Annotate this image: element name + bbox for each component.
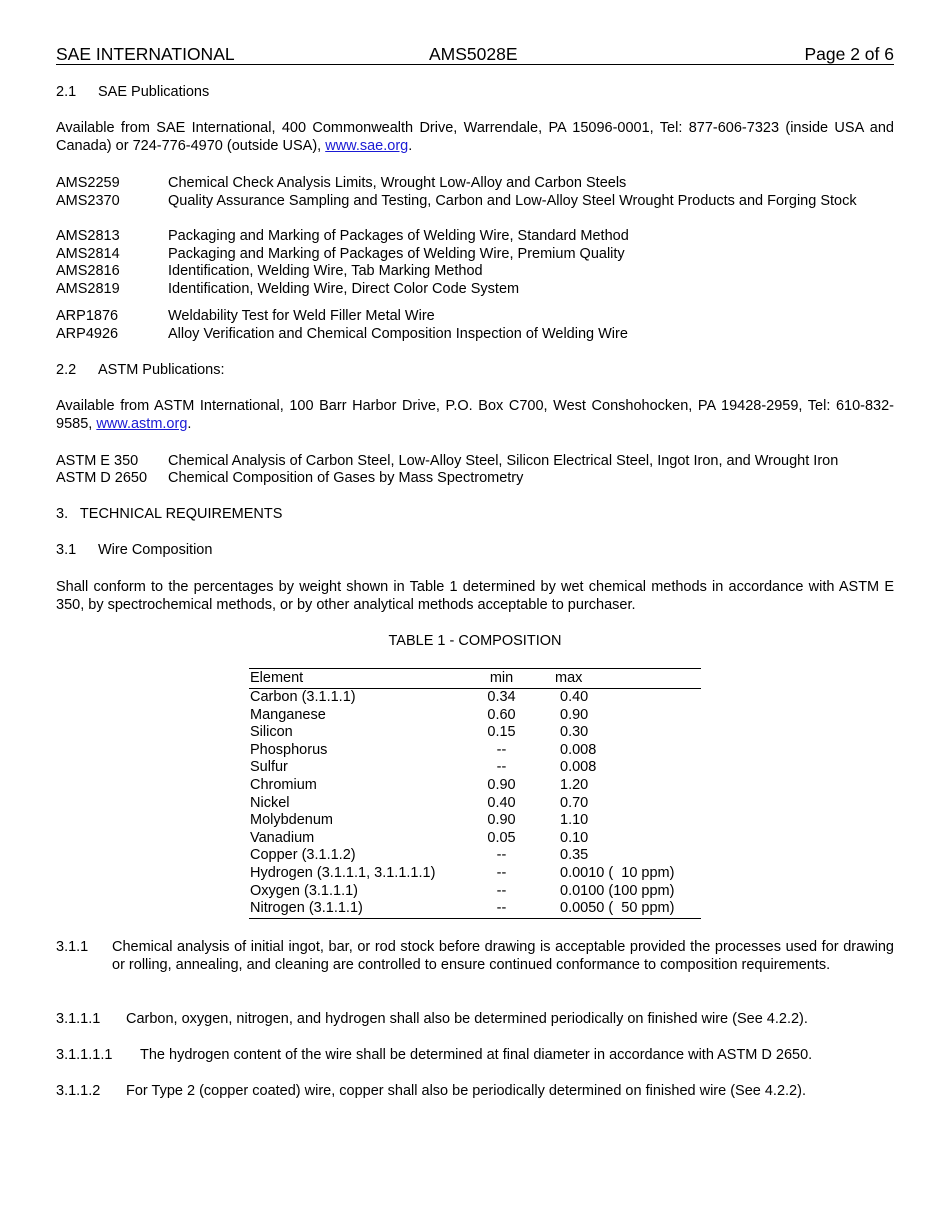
cell-element: Copper (3.1.1.2) bbox=[250, 847, 356, 864]
cell-max: 0.008 bbox=[560, 759, 597, 776]
astm-availability bbox=[56, 398, 894, 433]
reference-code: ARP1876 bbox=[56, 308, 119, 324]
table-row bbox=[249, 812, 701, 830]
cell-min: 0.34 bbox=[487, 689, 516, 705]
cell-min: 0.60 bbox=[487, 706, 516, 723]
paragraph-3-1-1 bbox=[56, 939, 894, 974]
cell-max: 0.10 bbox=[560, 829, 589, 846]
table-header-row bbox=[249, 668, 701, 689]
period: . bbox=[408, 137, 413, 154]
cell-max: 0.0010 ( 10 ppm) bbox=[560, 864, 675, 881]
cell-max: 0.35 bbox=[560, 847, 589, 864]
period: . bbox=[187, 415, 192, 432]
cell-min: -- bbox=[496, 741, 507, 758]
sae-availability bbox=[56, 120, 894, 155]
cell-element: Chromium bbox=[250, 776, 317, 793]
paragraph-3-1-1-2 bbox=[56, 1083, 894, 1101]
table-title: TABLE 1 - COMPOSITION bbox=[388, 633, 562, 649]
paragraph-text: Carbon, oxygen, nitrogen, and hydrogen shall also be determined periodically on finished wire (See 4.2.2). bbox=[126, 1011, 808, 1027]
reference-item bbox=[56, 326, 894, 344]
reference-code: ASTM E 350 bbox=[56, 452, 139, 469]
page-header bbox=[56, 44, 894, 65]
cell-max: 0.0100 (100 ppm) bbox=[560, 882, 675, 899]
availability-text: Available from ASTM International, 100 Barr Harbor Drive, P.O. Box C700, West Conshohocken, PA 19428-2959, Tel: 610-832-9585, bbox=[56, 398, 894, 432]
cell-max: 1.20 bbox=[560, 776, 589, 793]
cell-max: 0.40 bbox=[560, 689, 589, 705]
header-element: Element bbox=[250, 670, 304, 686]
reference-item bbox=[56, 470, 894, 488]
cell-max: 0.90 bbox=[560, 706, 589, 723]
cell-element: Sulfur bbox=[250, 759, 288, 776]
cell-max: 1.10 bbox=[560, 812, 589, 829]
reference-title: Identification, Welding Wire, Direct Color Code System bbox=[168, 281, 520, 297]
paragraph-number: 3.1.1.1 bbox=[56, 1011, 101, 1027]
reference-code: AMS2259 bbox=[56, 175, 120, 191]
section-number: 2.2 bbox=[56, 362, 77, 378]
reference-item bbox=[56, 193, 894, 211]
table-row bbox=[249, 847, 701, 865]
section-2-2-heading bbox=[56, 362, 894, 380]
availability-text: Available from SAE International, 400 Commonwealth Drive, Warrendale, PA 15096-0001, Tel: 877-606-7323 (inside USA and Canada) or 724-776-4970 (outside USA), bbox=[56, 120, 894, 154]
cell-element: Hydrogen (3.1.1.1, 3.1.1.1.1) bbox=[250, 864, 436, 881]
cell-min: -- bbox=[496, 900, 507, 917]
cell-element: Nitrogen (3.1.1.1) bbox=[250, 900, 363, 917]
section-2-1-heading bbox=[56, 84, 894, 102]
cell-min: -- bbox=[496, 882, 507, 899]
reference-item bbox=[56, 263, 894, 281]
reference-title: Chemical Analysis of Carbon Steel, Low-Alloy Steel, Silicon Electrical Steel, Ingot Iron, and Wrought Iron bbox=[168, 452, 839, 469]
section-title: ASTM Publications: bbox=[98, 362, 225, 378]
composition-table bbox=[249, 668, 701, 919]
section-title: Wire Composition bbox=[98, 542, 213, 558]
astm-website-link[interactable]: www.astm.org bbox=[96, 415, 188, 432]
cell-min: 0.90 bbox=[487, 776, 516, 793]
cell-max: 0.008 bbox=[560, 741, 597, 758]
cell-min: 0.15 bbox=[487, 724, 516, 741]
table-row bbox=[249, 724, 701, 742]
reference-item bbox=[56, 281, 894, 299]
header-doc-id: AMS5028E bbox=[429, 44, 518, 64]
reference-title: Quality Assurance Sampling and Testing, Carbon and Low-Alloy Steel Wrought Products and Forging Stock bbox=[168, 192, 857, 209]
cell-max: 0.30 bbox=[560, 724, 589, 741]
paragraph-number: 3.1.1.1.1 bbox=[56, 1047, 113, 1063]
cell-min: -- bbox=[496, 864, 507, 881]
cell-min: -- bbox=[496, 847, 507, 864]
table-row bbox=[249, 777, 701, 795]
section-3-1-heading bbox=[56, 542, 894, 560]
reference-item bbox=[56, 453, 894, 471]
cell-max: 0.0050 ( 50 ppm) bbox=[560, 900, 675, 917]
table-row bbox=[249, 742, 701, 760]
cell-element: Manganese bbox=[250, 706, 326, 723]
reference-code: ARP4926 bbox=[56, 325, 119, 342]
table-row bbox=[249, 883, 701, 901]
cell-max: 0.70 bbox=[560, 794, 589, 811]
reference-title: Chemical Check Analysis Limits, Wrought Low-Alloy and Carbon Steels bbox=[168, 175, 627, 191]
reference-title: Weldability Test for Weld Filler Metal Wire bbox=[168, 308, 435, 324]
reference-title: Identification, Welding Wire, Tab Marking Method bbox=[168, 263, 483, 279]
cell-element: Nickel bbox=[250, 794, 290, 811]
cell-element: Vanadium bbox=[250, 829, 315, 846]
header-page-number: Page 2 of 6 bbox=[804, 44, 894, 64]
cell-min: -- bbox=[496, 759, 507, 776]
reference-code: AMS2816 bbox=[56, 263, 120, 279]
section-number: 3.1 bbox=[56, 542, 77, 558]
reference-code: AMS2814 bbox=[56, 245, 120, 262]
section-title: SAE Publications bbox=[98, 84, 210, 100]
cell-min: 0.90 bbox=[487, 812, 516, 829]
reference-title: Packaging and Marking of Packages of Welding Wire, Premium Quality bbox=[168, 245, 625, 262]
cell-min: 0.40 bbox=[487, 794, 516, 811]
paragraph-text: For Type 2 (copper coated) wire, copper shall also be periodically determined on finished wire (See 4.2.2). bbox=[126, 1083, 806, 1099]
table-row bbox=[249, 795, 701, 813]
reference-code: ASTM D 2650 bbox=[56, 470, 148, 486]
reference-code: AMS2813 bbox=[56, 228, 120, 244]
reference-item bbox=[56, 175, 894, 193]
table-row bbox=[249, 759, 701, 777]
reference-title: Chemical Composition of Gases by Mass Spectrometry bbox=[168, 470, 524, 486]
header-max: max bbox=[555, 670, 583, 686]
cell-min: 0.05 bbox=[487, 829, 516, 846]
cell-element: Phosphorus bbox=[250, 741, 328, 758]
cell-element: Silicon bbox=[250, 724, 293, 741]
cell-element: Carbon (3.1.1.1) bbox=[250, 689, 356, 705]
reference-item bbox=[56, 228, 894, 246]
reference-item bbox=[56, 246, 894, 264]
sae-website-link[interactable]: www.sae.org bbox=[325, 137, 409, 154]
table-row bbox=[249, 830, 701, 848]
reference-title: Alloy Verification and Chemical Composition Inspection of Welding Wire bbox=[168, 325, 628, 342]
section-3-heading: 3. TECHNICAL REQUIREMENTS bbox=[56, 506, 283, 522]
paragraph-text: Chemical analysis of initial ingot, bar, or rod stock before drawing is acceptable provided the processes used for drawing or rolling, annealing, and cleaning are controlled to ensure continued conformance to composition requirements. bbox=[112, 939, 894, 973]
section-number: 2.1 bbox=[56, 84, 77, 100]
reference-item bbox=[56, 308, 894, 326]
cell-element: Molybdenum bbox=[250, 812, 334, 829]
table-row bbox=[249, 900, 701, 919]
header-min: min bbox=[489, 670, 514, 686]
reference-code: AMS2819 bbox=[56, 281, 120, 297]
cell-element: Oxygen (3.1.1.1) bbox=[250, 882, 358, 899]
section-3-1-body: Shall conform to the percentages by weight shown in Table 1 determined by wet chemical methods in accordance with ASTM E 350, by spectrochemical methods, or by other analytical methods acceptable to purchaser. bbox=[56, 579, 894, 613]
reference-code: AMS2370 bbox=[56, 192, 120, 209]
table-row bbox=[249, 865, 701, 883]
header-org: SAE INTERNATIONAL bbox=[56, 44, 235, 64]
paragraph-number: 3.1.1.2 bbox=[56, 1083, 101, 1099]
paragraph-3-1-1-1-1 bbox=[56, 1047, 894, 1065]
reference-title: Packaging and Marking of Packages of Welding Wire, Standard Method bbox=[168, 228, 629, 244]
paragraph-text: The hydrogen content of the wire shall be determined at final diameter in accordance with ASTM D 2650. bbox=[140, 1047, 813, 1063]
paragraph-number: 3.1.1 bbox=[56, 939, 89, 955]
paragraph-3-1-1-1 bbox=[56, 1011, 894, 1029]
table-row bbox=[249, 707, 701, 725]
table-row bbox=[249, 689, 701, 707]
